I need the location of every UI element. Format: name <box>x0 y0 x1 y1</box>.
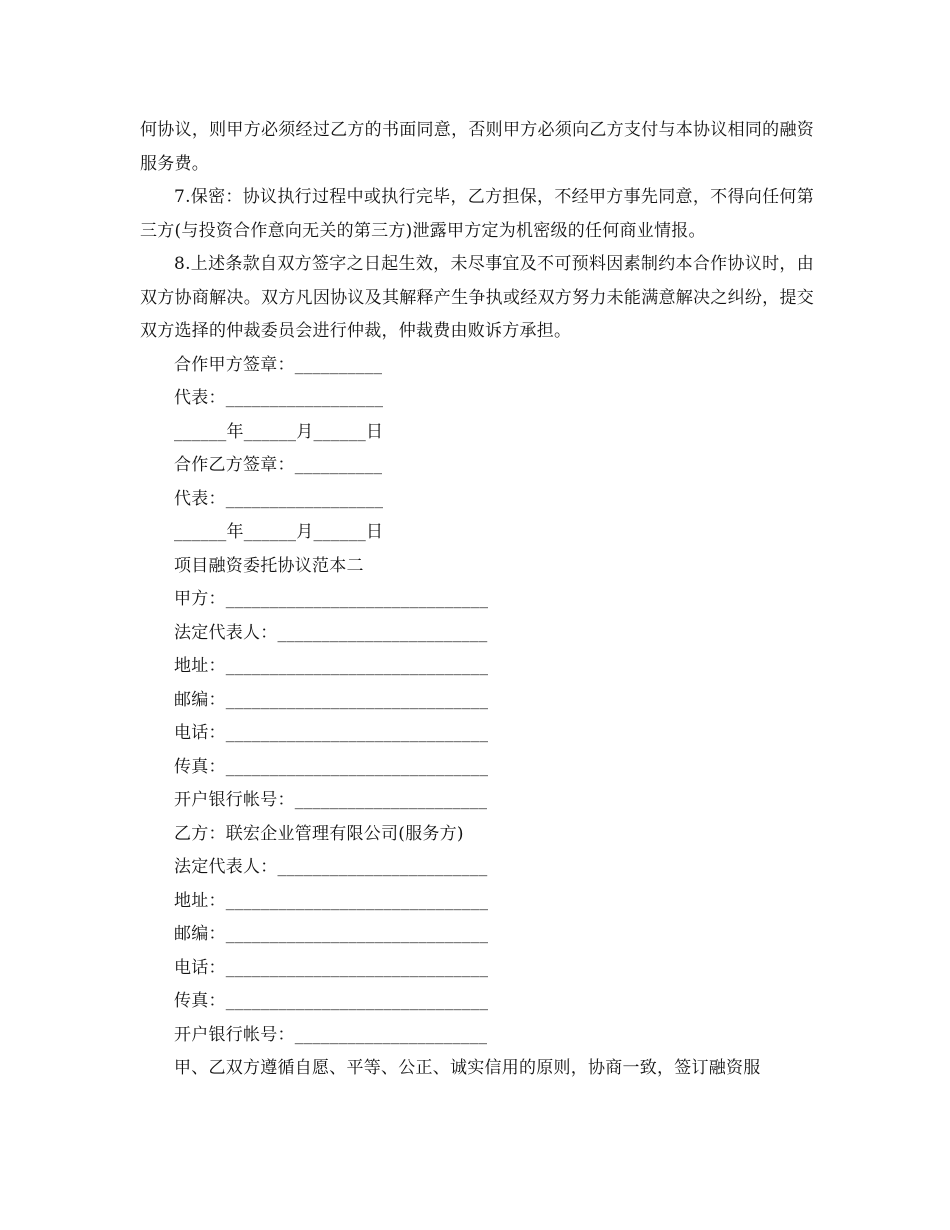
party-a-field: 电话：______________________________ <box>174 723 489 743</box>
party-a-field: 传真：______________________________ <box>174 756 489 777</box>
paragraph-closing: 甲、乙双方遵循自愿、平等、公正、诚实信用的原则，协商一致，签订融资服 <box>174 1058 761 1078</box>
party-a-info-fields <box>140 583 814 818</box>
paragraph-effectiveness: 8.上述条款自双方签字之日起生效，未尽事宜及不可预料因素制约本合作协议时，由双方协商解决。双方凡因协议及其解释产生争执或经双方努力未能满意解决之纠纷，提交双方选择的仲裁委员会进行仲裁，仲裁费由败诉方承担。 <box>140 254 814 341</box>
party-a-field: 开户银行帐号：______________________ <box>174 790 488 810</box>
party-a-field: 地址：______________________________ <box>174 656 489 676</box>
party-a-rep-line: 代表：__________________ <box>174 388 384 408</box>
signature-block-party-b <box>140 449 814 550</box>
party-a-date-line: ______年______月______日 <box>174 421 384 442</box>
paragraph-confidentiality: 7.保密：协议执行过程中或执行完毕，乙方担保，不经甲方事先同意，不得向任何第三方(与投资合作意向无关的第三方)泄露甲方定为机密级的任何商业情报。 <box>140 187 814 241</box>
template-two-title: 项目融资委托协议范本二 <box>174 555 364 576</box>
party-b-field: 开户银行帐号：______________________ <box>174 1024 488 1045</box>
party-b-date-line: ______年______月______日 <box>174 522 384 542</box>
document-body <box>140 114 814 1086</box>
party-b-field: 法定代表人：________________________ <box>174 857 488 877</box>
party-b-rep-line: 代表：__________________ <box>174 488 384 509</box>
party-a-field: 邮编：______________________________ <box>174 689 489 710</box>
party-a-sign-line: 合作甲方签章：__________ <box>174 354 383 375</box>
party-b-sign-line: 合作乙方签章：__________ <box>174 455 383 475</box>
party-a-field: 甲方：______________________________ <box>174 589 489 609</box>
party-a-field: 法定代表人：________________________ <box>174 622 488 643</box>
party-b-field: 乙方：联宏企业管理有限公司(服务方) <box>174 823 464 844</box>
party-b-info-fields <box>140 818 814 1053</box>
paragraph-continuation: 何协议，则甲方必须经过乙方的书面同意，否则甲方必须向乙方支付与本协议相同的融资服务费。 <box>140 120 814 174</box>
signature-block-party-a <box>140 349 814 450</box>
party-b-field: 传真：______________________________ <box>174 991 489 1011</box>
party-b-field: 电话：______________________________ <box>174 957 489 978</box>
party-b-field: 邮编：______________________________ <box>174 924 489 944</box>
party-b-field: 地址：______________________________ <box>174 890 489 911</box>
